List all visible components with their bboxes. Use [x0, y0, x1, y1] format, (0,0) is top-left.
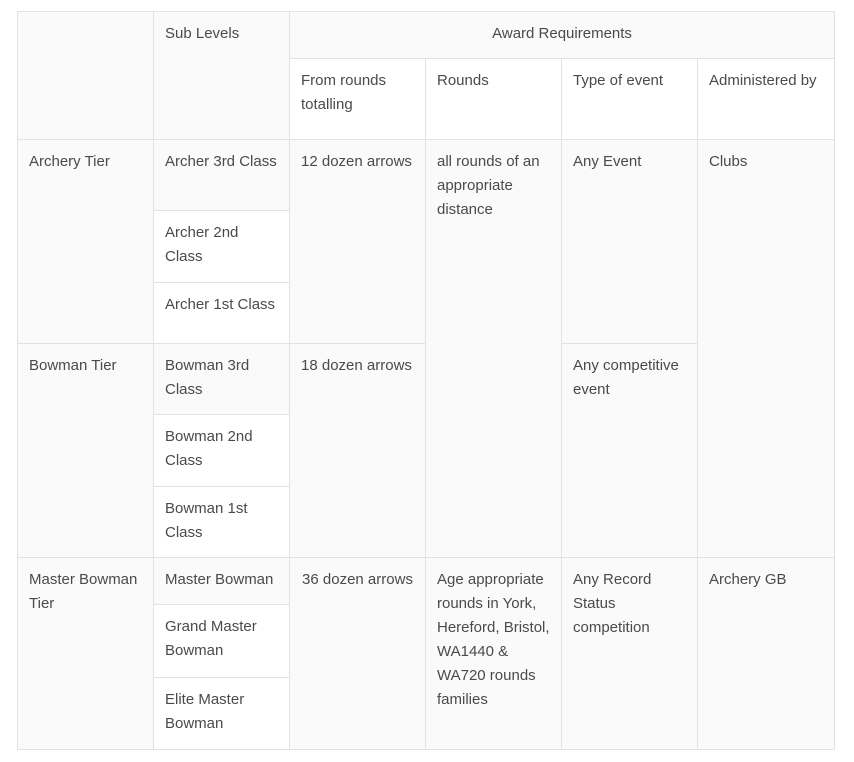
sub-level: Archer 3rd Class	[154, 140, 290, 211]
header-rounds: Rounds	[426, 59, 562, 140]
sub-level: Bowman 3rd Class	[154, 344, 290, 415]
administered-by: Archery GB	[698, 558, 835, 750]
header-sub-levels: Sub Levels	[154, 12, 290, 140]
tier-name: Archery Tier	[18, 140, 154, 344]
sub-level: Master Bowman	[154, 558, 290, 605]
type-of-event: Any Event	[562, 140, 698, 344]
sub-level: Archer 2nd Class	[154, 211, 290, 283]
award-requirements-table	[17, 11, 835, 750]
rounds: Age appropriate rounds in York, Hereford, Bristol, WA1440 & WA720 rounds families	[426, 558, 562, 750]
sub-level: Grand Master Bowman	[154, 605, 290, 678]
sub-level: Bowman 2nd Class	[154, 415, 290, 487]
header-type-of-event: Type of event	[562, 59, 698, 140]
from-rounds: 18 dozen arrows	[290, 344, 426, 558]
from-rounds: 12 dozen arrows	[290, 140, 426, 344]
header-award-requirements: Award Requirements	[290, 12, 835, 59]
tier-name: Bowman Tier	[18, 344, 154, 558]
rounds: all rounds of an appropriate distance	[426, 140, 562, 558]
sub-level: Archer 1st Class	[154, 283, 290, 344]
header-administered-by: Administered by	[698, 59, 835, 140]
type-of-event: Any competitive event	[562, 344, 698, 558]
header-from-rounds: From rounds totalling	[290, 59, 426, 140]
sub-level: Bowman 1st Class	[154, 487, 290, 558]
from-rounds: 36 dozen arrows	[290, 558, 426, 750]
sub-level: Elite Master Bowman	[154, 678, 290, 750]
tier-name: Master Bowman Tier	[18, 558, 154, 750]
type-of-event: Any Record Status competition	[562, 558, 698, 750]
header-empty	[18, 12, 154, 140]
administered-by: Clubs	[698, 140, 835, 558]
